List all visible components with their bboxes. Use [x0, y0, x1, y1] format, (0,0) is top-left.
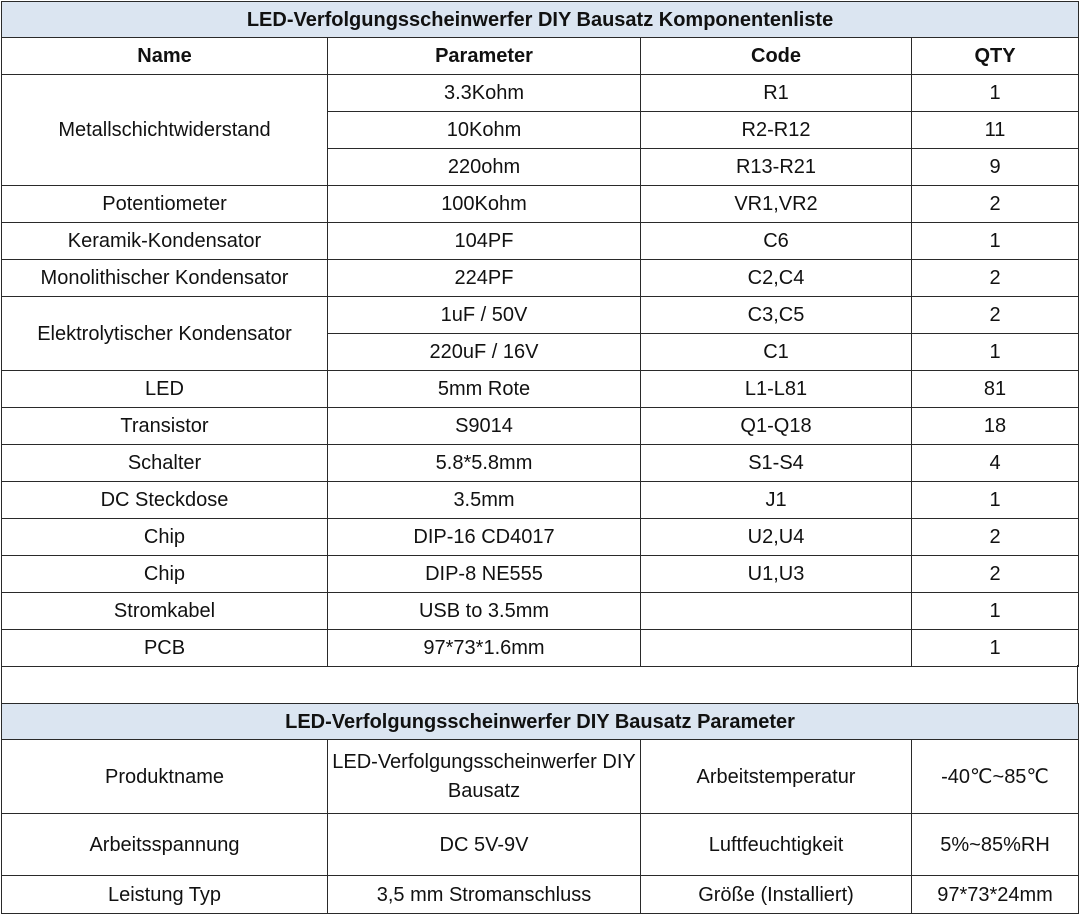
param-label: Größe (Installiert) [641, 876, 912, 914]
table-row [2, 75, 1079, 112]
table-row [2, 297, 1079, 334]
component-qty: 11 [912, 112, 1079, 149]
table-row [2, 556, 1079, 593]
component-parameter: 5.8*5.8mm [328, 445, 641, 482]
table-row [2, 630, 1079, 667]
component-code: R13-R21 [641, 149, 912, 186]
component-code: U2,U4 [641, 519, 912, 556]
table-row [2, 740, 1079, 814]
param-value: 5%~85%RH [912, 814, 1079, 876]
table-spacer [1, 665, 1078, 703]
param-label: Leistung Typ [2, 876, 328, 914]
param-value: LED-Verfolgungsscheinwerfer DIY Bausatz [328, 740, 641, 814]
component-code: C6 [641, 223, 912, 260]
component-name: LED [2, 371, 328, 408]
component-qty: 2 [912, 297, 1079, 334]
header-parameter: Parameter [328, 38, 641, 75]
component-list-table [1, 1, 1079, 667]
component-code: C3,C5 [641, 297, 912, 334]
component-code: L1-L81 [641, 371, 912, 408]
component-qty: 1 [912, 630, 1079, 667]
component-qty: 2 [912, 519, 1079, 556]
component-name: Transistor [2, 408, 328, 445]
component-code: VR1,VR2 [641, 186, 912, 223]
component-qty: 1 [912, 593, 1079, 630]
component-code: R1 [641, 75, 912, 112]
component-qty: 1 [912, 334, 1079, 371]
component-code: C2,C4 [641, 260, 912, 297]
table-row [2, 371, 1079, 408]
param-label: Arbeitstemperatur [641, 740, 912, 814]
component-qty: 2 [912, 260, 1079, 297]
component-name: Chip [2, 556, 328, 593]
header-code: Code [641, 38, 912, 75]
component-qty: 1 [912, 223, 1079, 260]
component-parameter: 3.5mm [328, 482, 641, 519]
component-parameter: 97*73*1.6mm [328, 630, 641, 667]
component-parameter: 5mm Rote [328, 371, 641, 408]
component-list-header-row [2, 38, 1079, 75]
table-row [2, 519, 1079, 556]
component-name: PCB [2, 630, 328, 667]
component-parameter: USB to 3.5mm [328, 593, 641, 630]
component-name: Keramik-Kondensator [2, 223, 328, 260]
table-row [2, 876, 1079, 914]
component-name: Chip [2, 519, 328, 556]
component-name: Schalter [2, 445, 328, 482]
component-parameter: 1uF / 50V [328, 297, 641, 334]
parameters-title: LED-Verfolgungsscheinwerfer DIY Bausatz Parameter [2, 704, 1079, 740]
param-value: 97*73*24mm [912, 876, 1079, 914]
table-row [2, 223, 1079, 260]
component-qty: 1 [912, 482, 1079, 519]
component-qty: 2 [912, 186, 1079, 223]
component-name: Elektrolytischer Kondensator [2, 297, 328, 371]
component-qty: 2 [912, 556, 1079, 593]
component-parameter: 220ohm [328, 149, 641, 186]
component-parameter: 224PF [328, 260, 641, 297]
component-qty: 9 [912, 149, 1079, 186]
component-name: Metallschichtwiderstand [2, 75, 328, 186]
component-code [641, 593, 912, 630]
parameters-table [1, 703, 1079, 914]
component-code: S1-S4 [641, 445, 912, 482]
component-qty: 18 [912, 408, 1079, 445]
component-code: Q1-Q18 [641, 408, 912, 445]
component-parameter: 100Kohm [328, 186, 641, 223]
component-parameter: 220uF / 16V [328, 334, 641, 371]
component-name: Stromkabel [2, 593, 328, 630]
param-label: Arbeitsspannung [2, 814, 328, 876]
table-row [2, 186, 1079, 223]
component-list-title-row [2, 2, 1079, 38]
component-name: Monolithischer Kondensator [2, 260, 328, 297]
component-code: R2-R12 [641, 112, 912, 149]
component-name: DC Steckdose [2, 482, 328, 519]
component-parameter: DIP-8 NE555 [328, 556, 641, 593]
component-parameter: S9014 [328, 408, 641, 445]
param-label: Produktname [2, 740, 328, 814]
component-name: Potentiometer [2, 186, 328, 223]
component-qty: 81 [912, 371, 1079, 408]
component-qty: 4 [912, 445, 1079, 482]
header-name: Name [2, 38, 328, 75]
component-code [641, 630, 912, 667]
param-value: -40℃~85℃ [912, 740, 1079, 814]
component-parameter: 10Kohm [328, 112, 641, 149]
component-parameter: DIP-16 CD4017 [328, 519, 641, 556]
param-value: 3,5 mm Stromanschluss [328, 876, 641, 914]
table-row [2, 445, 1079, 482]
table-row [2, 408, 1079, 445]
component-list-title: LED-Verfolgungsscheinwerfer DIY Bausatz Komponentenliste [2, 2, 1079, 38]
param-value: DC 5V-9V [328, 814, 641, 876]
component-code: U1,U3 [641, 556, 912, 593]
parameters-title-row [2, 704, 1079, 740]
table-row [2, 482, 1079, 519]
header-qty: QTY [912, 38, 1079, 75]
table-row [2, 593, 1079, 630]
component-parameter: 104PF [328, 223, 641, 260]
component-code: J1 [641, 482, 912, 519]
component-code: C1 [641, 334, 912, 371]
component-parameter: 3.3Kohm [328, 75, 641, 112]
param-label: Luftfeuchtigkeit [641, 814, 912, 876]
table-row [2, 260, 1079, 297]
table-row [2, 814, 1079, 876]
component-qty: 1 [912, 75, 1079, 112]
